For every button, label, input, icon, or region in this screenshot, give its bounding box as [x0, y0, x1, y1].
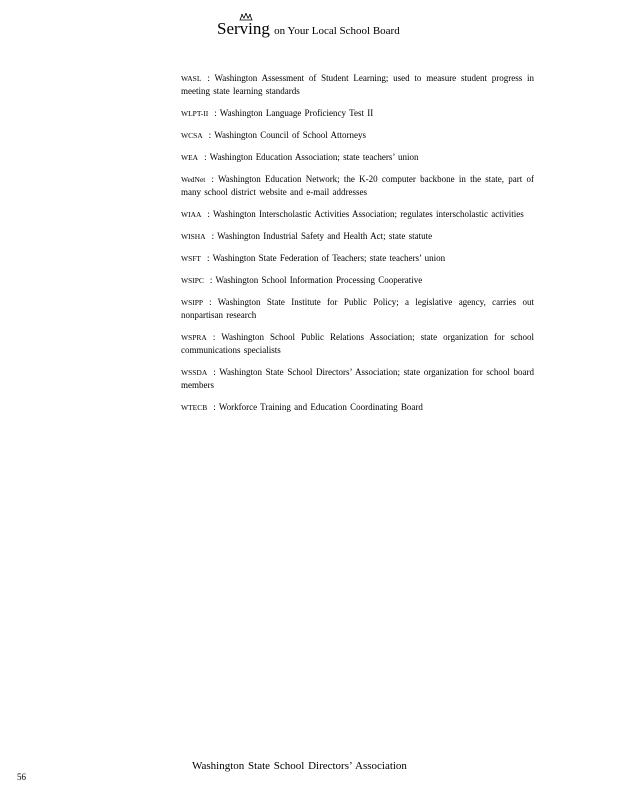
glossary-entry: [181, 296, 534, 322]
glossary-abbreviation: WSIPP: [181, 298, 204, 307]
crown-icon: [239, 13, 253, 21]
glossary-entry: [181, 401, 534, 414]
glossary-entry: [181, 274, 534, 287]
glossary-definition: : Washington Language Proficiency Test II: [214, 108, 374, 118]
header-subtitle: on Your Local School Board: [274, 25, 400, 37]
glossary-definition: : Washington Council of School Attorneys: [208, 130, 367, 140]
glossary-entry: [181, 173, 534, 199]
glossary-entry: [181, 129, 534, 142]
glossary-entry: [181, 366, 534, 392]
glossary-abbreviation: WedNet: [181, 175, 206, 184]
glossary-entry: [181, 331, 534, 357]
glossary-abbreviation: WSSDA: [181, 368, 208, 377]
glossary-entry: [181, 72, 534, 98]
glossary-abbreviation: WSPRA: [181, 333, 207, 342]
page-footer: Washington State School Directors’ Association: [192, 760, 407, 772]
glossary-definition: : Washington State School Directors’ Association; state organization for school board members: [181, 367, 534, 390]
glossary-abbreviation: WCSA: [181, 131, 203, 140]
glossary-abbreviation: WEA: [181, 153, 199, 162]
header-serving-word: Serving: [217, 19, 270, 38]
glossary-abbreviation: WIAA: [181, 210, 202, 219]
glossary-entry: [181, 230, 534, 243]
glossary-abbreviation: WASL: [181, 74, 202, 83]
glossary-list: [181, 72, 534, 423]
glossary-abbreviation: WTECB: [181, 403, 208, 412]
glossary-abbreviation: WSIPC: [181, 276, 204, 285]
glossary-abbreviation: WSFT: [181, 254, 202, 263]
glossary-definition: : Washington Industrial Safety and Health Act; state statute: [211, 231, 433, 241]
glossary-definition: : Washington Assessment of Student Learning; used to measure student progress in meeting state learning standards: [181, 73, 534, 96]
glossary-definition: : Washington State Institute for Public Policy; a legislative agency, carries out nonpartisan research: [181, 297, 534, 320]
glossary-entry: [181, 107, 534, 120]
page-header: [217, 20, 400, 38]
glossary-entry: [181, 151, 534, 164]
glossary-definition: : Washington School Information Processing Cooperative: [209, 275, 423, 285]
header-serving: [217, 19, 274, 38]
glossary-abbreviation: WLPT-II: [181, 109, 209, 118]
glossary-definition: : Washington State Federation of Teachers; state teachers’ union: [207, 253, 446, 263]
glossary-abbreviation: WISHA: [181, 232, 206, 241]
page-number: 56: [17, 772, 26, 782]
glossary-definition: : Washington Education Association; state teachers’ union: [204, 152, 419, 162]
glossary-definition: : Washington Education Network; the K-20 computer backbone in the state, part of many school district website and e-mail addresses: [181, 174, 534, 197]
glossary-entry: [181, 208, 534, 221]
glossary-definition: : Washington Interscholastic Activities Association; regulates interscholastic activities: [207, 209, 524, 219]
glossary-entry: [181, 252, 534, 265]
glossary-definition: : Workforce Training and Education Coordinating Board: [213, 402, 423, 412]
glossary-definition: : Washington School Public Relations Association; state organization for school communications specialists: [181, 332, 534, 355]
